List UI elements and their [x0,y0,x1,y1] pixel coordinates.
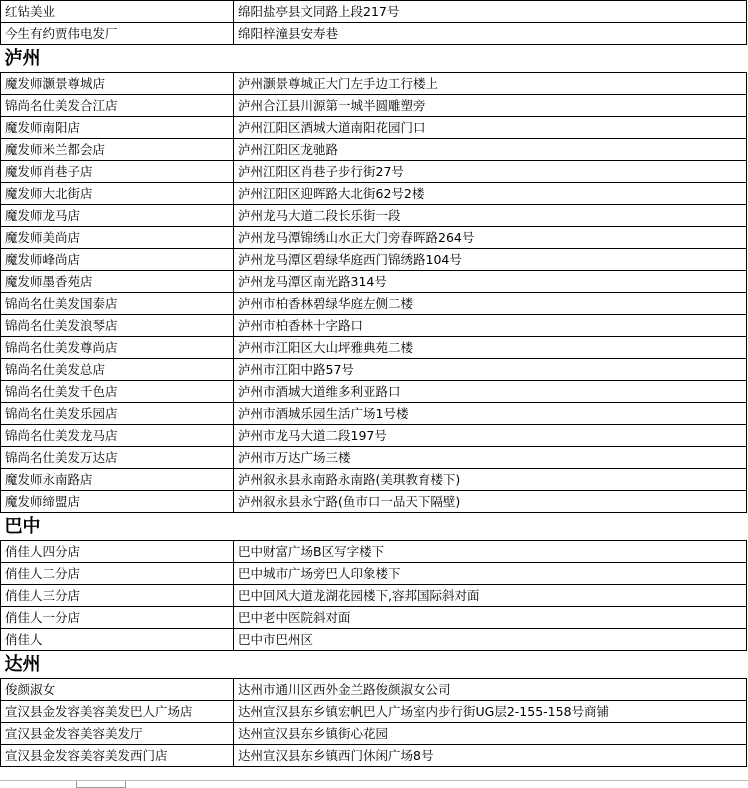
store-address-cell[interactable]: 巴中市巴州区 [234,629,747,651]
store-name-cell[interactable]: 锦尚名仕美发万达店 [1,447,234,469]
table-row [1,359,747,381]
store-address-cell[interactable]: 达州市通川区西外金兰路俊颜淑女公司 [234,679,747,701]
store-address-cell[interactable]: 泸州市万达广场三楼 [234,447,747,469]
store-address-cell[interactable]: 泸州市柏香林碧绿华庭左侧二楼 [234,293,747,315]
table-row [1,745,747,767]
table-row [1,1,747,23]
table-row [1,73,747,95]
table-row [1,293,747,315]
store-address-cell[interactable]: 绵阳梓潼县安寿巷 [234,23,747,45]
store-name-cell[interactable]: 俏佳人三分店 [1,585,234,607]
table-row [1,701,747,723]
store-name-cell[interactable]: 今生有约贾伟电发厂 [1,23,234,45]
store-address-cell[interactable]: 泸州市柏香林十字路口 [234,315,747,337]
table-row [1,469,747,491]
section-title: 达州 [1,651,747,679]
store-name-cell[interactable]: 俏佳人四分店 [1,541,234,563]
store-address-cell[interactable]: 泸州市江阳中路57号 [234,359,747,381]
store-address-cell[interactable]: 泸州市酒城乐园生活广场1号楼 [234,403,747,425]
store-name-cell[interactable]: 俏佳人 [1,629,234,651]
store-address-cell[interactable]: 泸州市酒城大道维多利亚路口 [234,381,747,403]
table-row [1,315,747,337]
table-row [1,491,747,513]
store-address-cell[interactable]: 泸州江阳区龙驰路 [234,139,747,161]
table-row [1,227,747,249]
table-row [1,139,747,161]
store-address-cell[interactable]: 巴中回风大道龙湖花园楼下,容邦国际斜对面 [234,585,747,607]
table-row [1,607,747,629]
table-row [1,183,747,205]
table-row [1,249,747,271]
table-row [1,723,747,745]
store-address-cell[interactable]: 泸州叙永县永南路永南路(美琪教育楼下) [234,469,747,491]
store-name-cell[interactable]: 宣汉县金发容美容美发西门店 [1,745,234,767]
store-address-cell[interactable]: 泸州灏景尊城正大门左手边工行楼上 [234,73,747,95]
store-address-cell[interactable]: 泸州龙马潭区碧绿华庭西门锦绣路104号 [234,249,747,271]
store-name-cell[interactable]: 宣汉县金发容美容美发巴人广场店 [1,701,234,723]
table-row [1,563,747,585]
store-address-cell[interactable]: 泸州江阳区酒城大道南阳花园门口 [234,117,747,139]
store-address-cell[interactable]: 泸州江阳区迎晖路大北街62号2楼 [234,183,747,205]
store-address-cell[interactable]: 泸州市龙马大道二段197号 [234,425,747,447]
store-name-cell[interactable]: 俏佳人二分店 [1,563,234,585]
section-title: 泸州 [1,45,747,73]
table-row [1,271,747,293]
store-name-cell[interactable]: 魔发师米兰都会店 [1,139,234,161]
store-name-cell[interactable]: 魔发师美尚店 [1,227,234,249]
store-name-cell[interactable]: 锦尚名仕美发尊尚店 [1,337,234,359]
table-row [1,117,747,139]
store-address-cell[interactable]: 巴中老中医院斜对面 [234,607,747,629]
store-name-cell[interactable]: 锦尚名仕美发浪琴店 [1,315,234,337]
store-address-cell[interactable]: 泸州龙马潭锦绣山水正大门旁春晖路264号 [234,227,747,249]
section-header-row [1,651,747,679]
store-name-cell[interactable]: 魔发师大北街店 [1,183,234,205]
table-row [1,205,747,227]
store-name-cell[interactable]: 魔发师灏景尊城店 [1,73,234,95]
store-name-cell[interactable]: 魔发师缔盟店 [1,491,234,513]
store-name-cell[interactable]: 锦尚名仕美发总店 [1,359,234,381]
store-name-cell[interactable]: 俊颜淑女 [1,679,234,701]
store-name-cell[interactable]: 俏佳人一分店 [1,607,234,629]
store-address-cell[interactable]: 达州宣汉县东乡镇西门休闲广场8号 [234,745,747,767]
store-name-cell[interactable]: 锦尚名仕美发国泰店 [1,293,234,315]
store-address-cell[interactable]: 泸州叙永县永宁路(鱼市口一品天下隔壁) [234,491,747,513]
section-title: 巴中 [1,513,747,541]
store-name-cell[interactable]: 红钻美业 [1,1,234,23]
table-row [1,541,747,563]
table-row [1,381,747,403]
store-address-cell[interactable]: 达州宣汉县东乡镇街心花园 [234,723,747,745]
section-header-row [1,45,747,73]
table-row [1,629,747,651]
store-address-cell[interactable]: 巴中城市广场旁巴人印象楼下 [234,563,747,585]
table-row [1,585,747,607]
store-name-cell[interactable]: 魔发师南阳店 [1,117,234,139]
table-row [1,403,747,425]
table-row [1,425,747,447]
table-row [1,447,747,469]
store-address-cell[interactable]: 巴中财富广场B区写字楼下 [234,541,747,563]
store-address-cell[interactable]: 泸州江阳区肖巷子步行街27号 [234,161,747,183]
table-row [1,679,747,701]
store-name-cell[interactable]: 锦尚名仕美发龙马店 [1,425,234,447]
table-row [1,337,747,359]
table-row [1,161,747,183]
store-name-cell[interactable]: 锦尚名仕美发合江店 [1,95,234,117]
store-address-cell[interactable]: 泸州市江阳区大山坪雅典苑二楼 [234,337,747,359]
store-address-cell[interactable]: 泸州合江县川源第一城半圆雕塑旁 [234,95,747,117]
store-address-cell[interactable]: 达州宣汉县东乡镇宏帆巴人广场室内步行街UG层2-155-158号商铺 [234,701,747,723]
store-address-cell[interactable]: 泸州龙马大道二段长乐街一段 [234,205,747,227]
store-name-cell[interactable]: 锦尚名仕美发乐园店 [1,403,234,425]
store-name-cell[interactable]: 魔发师肖巷子店 [1,161,234,183]
store-name-cell[interactable]: 魔发师龙马店 [1,205,234,227]
store-table-body [1,1,747,767]
store-address-cell[interactable]: 泸州龙马潭区南光路314号 [234,271,747,293]
section-header-row [1,513,747,541]
table-row [1,23,747,45]
store-address-cell[interactable]: 绵阳盐亭县文同路上段217号 [234,1,747,23]
store-name-cell[interactable]: 魔发师墨香苑店 [1,271,234,293]
store-name-cell[interactable]: 魔发师永南路店 [1,469,234,491]
store-name-cell[interactable]: 锦尚名仕美发千色店 [1,381,234,403]
table-row [1,95,747,117]
store-name-cell[interactable]: 宣汉县金发容美容美发厅 [1,723,234,745]
store-name-cell[interactable]: 魔发师峰尚店 [1,249,234,271]
